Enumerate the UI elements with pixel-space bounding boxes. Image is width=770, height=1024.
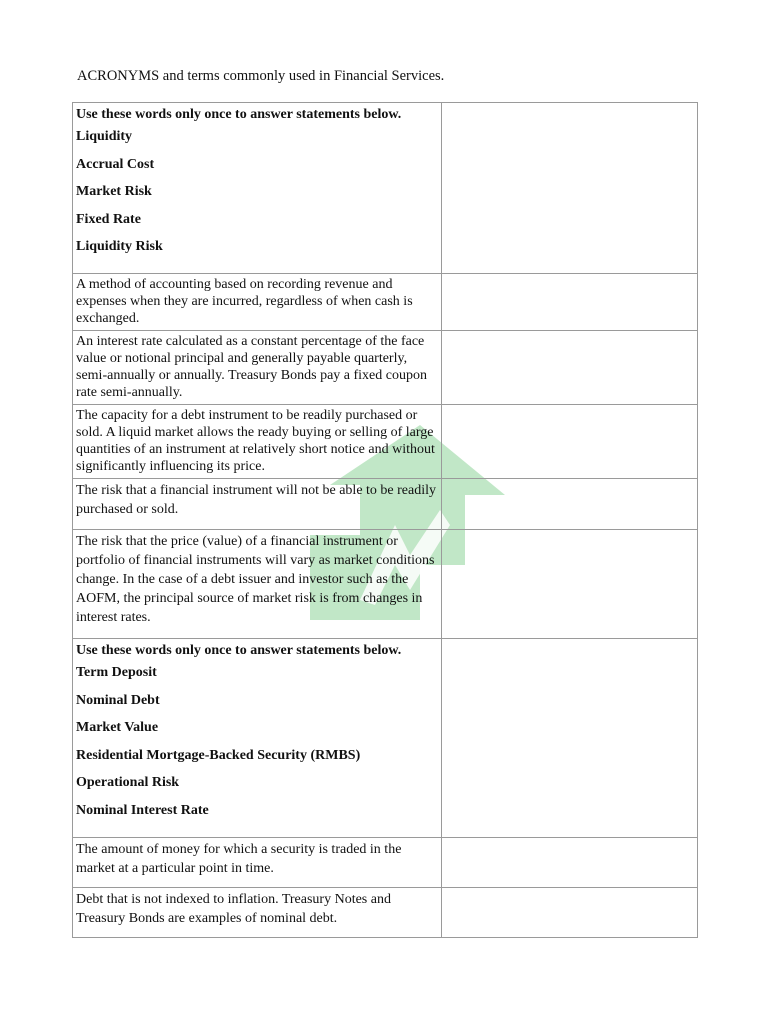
answer-cell[interactable]: [442, 103, 698, 274]
statement-text: The risk that the price (value) of a financial instrument or portfolio of financial instruments will vary as market conditions change. In the case of a debt issuer and investor such as the AOFM, the principal source of market risk is from changes in interest rates.: [73, 530, 442, 639]
word-item: Fixed Rate: [76, 211, 141, 227]
answer-cell[interactable]: [442, 479, 698, 530]
statement-row: [73, 479, 698, 530]
statement-text: The capacity for a debt instrument to be readily purchased or sold. A liquid market allows the ready buying or selling of large quantities of an instrument at relatively short notice and without significantly influencing its price.: [73, 405, 442, 479]
word-item: Nominal Interest Rate: [76, 802, 209, 818]
statement-text: A method of accounting based on recording revenue and expenses when they are incurred, regardless of when cash is exchanged.: [73, 274, 442, 331]
word-item: Market Risk: [76, 184, 152, 199]
terms-table: [72, 102, 698, 938]
document-title: ACRONYMS and terms commonly used in Financial Services.: [77, 68, 445, 84]
statement-row: [73, 274, 698, 331]
statement-text: The risk that a financial instrument will not be able to be readily purchased or sold.: [73, 479, 442, 530]
word-item: Operational Risk: [76, 775, 180, 790]
answer-cell[interactable]: [442, 838, 698, 888]
answer-cell[interactable]: [442, 888, 698, 938]
word-item: Liquidity Risk: [76, 239, 163, 254]
word-bank-row: [73, 103, 698, 274]
statement-row: [73, 888, 698, 938]
instruction-text: Use these words only once to answer statements below.: [76, 643, 402, 658]
word-bank-cell: [73, 639, 442, 838]
word-item: Market Value: [76, 720, 159, 735]
answer-cell[interactable]: [442, 331, 698, 405]
statement-text: The amount of money for which a security is traded in the market at a particular point in time.: [73, 838, 442, 888]
word-item: Term Deposit: [76, 665, 157, 680]
statement-row: [73, 331, 698, 405]
word-bank-cell: [73, 103, 442, 274]
statement-row: [73, 530, 698, 639]
answer-cell[interactable]: [442, 405, 698, 479]
statement-text: An interest rate calculated as a constant percentage of the face value or notional principal and generally payable quarterly, semi-annually or annually. Treasury Bonds pay a fixed coupon rate semi-annually.: [73, 331, 442, 405]
word-item: Nominal Debt: [76, 692, 160, 708]
word-item: Residential Mortgage-Backed Security (RMBS): [76, 747, 361, 763]
word-bank-row: [73, 639, 698, 838]
answer-cell[interactable]: [442, 530, 698, 639]
statement-row: [73, 838, 698, 888]
statement-text: Debt that is not indexed to inflation. Treasury Notes and Treasury Bonds are examples of nominal debt.: [73, 888, 442, 938]
word-item: Accrual Cost: [76, 156, 155, 172]
statement-row: [73, 405, 698, 479]
answer-cell[interactable]: [442, 639, 698, 838]
instruction-text: Use these words only once to answer statements below.: [76, 107, 402, 122]
word-item: Liquidity: [76, 129, 133, 144]
answer-cell[interactable]: [442, 274, 698, 331]
